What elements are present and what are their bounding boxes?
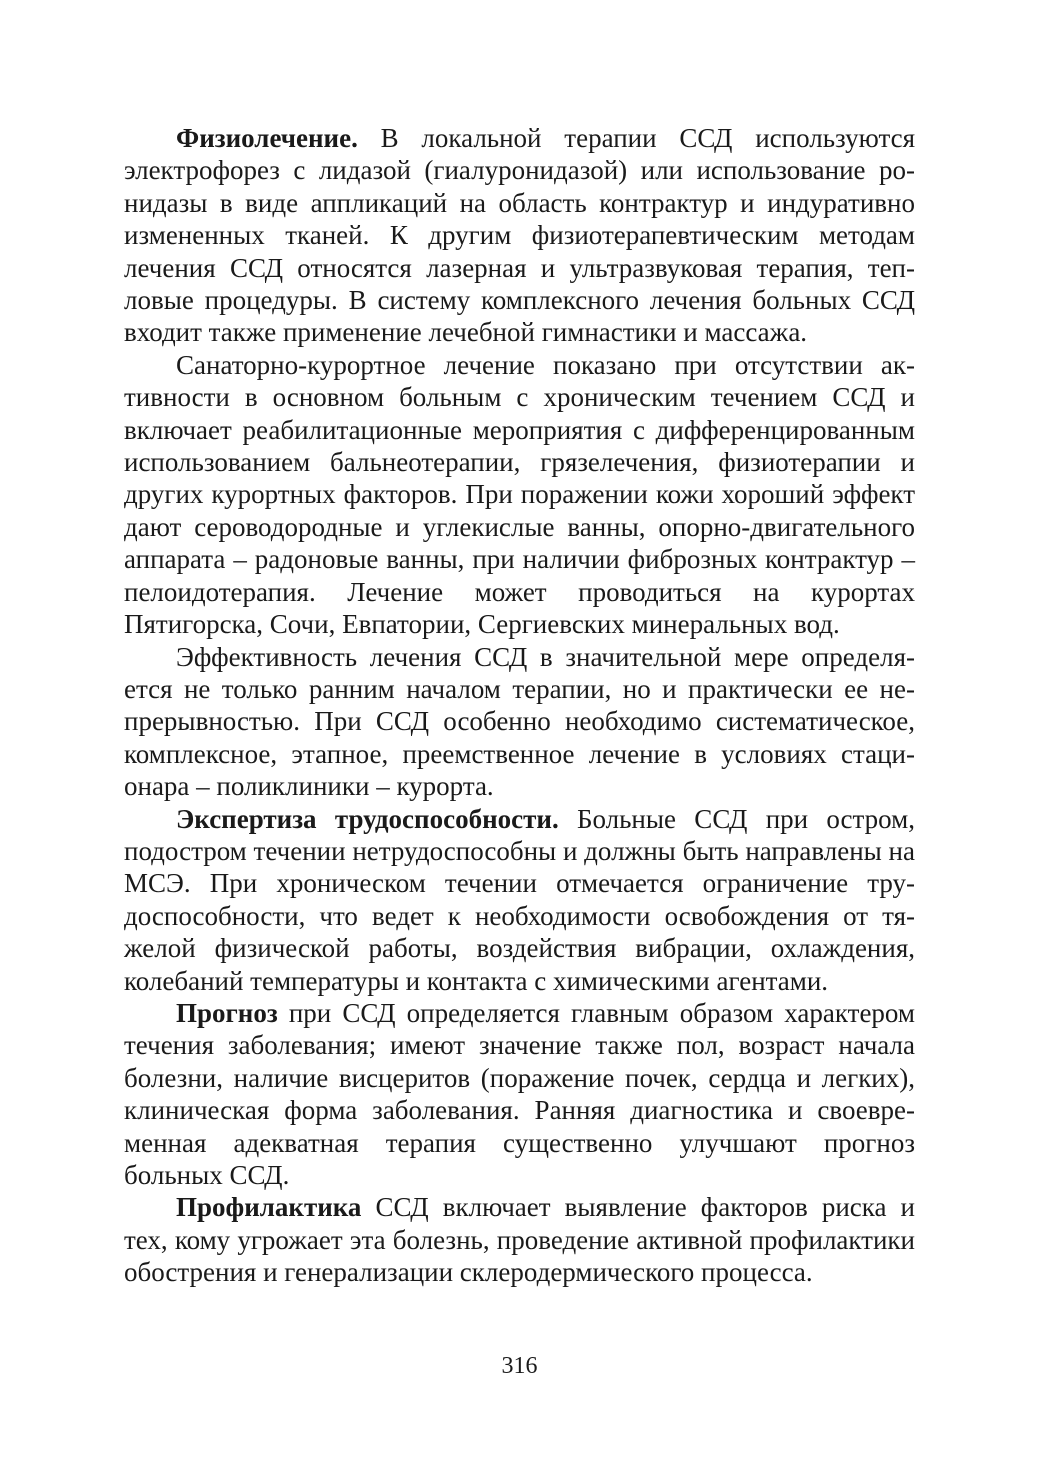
paragraph-text: ССД включает выявление факторов риска и тех, кому угрожает эта болезнь, проведение активной профилактики обострения и генерализации склеродермического процесса. [124, 1192, 915, 1288]
heading-physiotherapy: Физиолечение. [176, 123, 358, 153]
heading-work-capacity: Экспертиза трудоспособности. [176, 803, 559, 834]
page-number: 316 [501, 1353, 538, 1379]
paragraph-prognosis [124, 997, 915, 1191]
paragraph-text: при ССД определяется главным образом характером течения заболевания; имеют значение также пол, возраст начала болезни, наличие висцеритов (поражение почек, сердца и легких), клиническая форма заболевания. Ранняя диагностика и своевременная адекватная терапия существенно улучшают прогноз больных ССД. [124, 997, 915, 1190]
paragraph-text: Санаторно-курортное лечение показано при отсутствии активности в основном больным с хроническим течением ССД и включает реабилитационные мероприятия с дифференцированным использованием бальнеотерапии, грязелечения, физиотерапии и других курортных факторов. При поражении кожи хороший эффект дают сероводородные и углекислые ванны, опорно-двигательного аппарата – радоновые ванны, при наличии фиброзных контрактур – пелоидотерапия. Лечение может проводиться на курортах Пятигорска, Сочи, Евпатории, Сергиевских минеральных вод. [124, 349, 915, 640]
heading-prognosis: Прогноз [176, 997, 278, 1028]
heading-prevention: Профилактика [176, 1192, 362, 1223]
paragraph-physiotherapy [124, 122, 915, 349]
paragraph-effectiveness [124, 641, 915, 803]
paragraph-work-capacity [124, 803, 915, 997]
body-text [124, 122, 915, 1289]
paragraph-spa-treatment [124, 349, 915, 641]
paragraph-text: В локальной терапии ССД используются электрофорез с лидазой (гиалуронидазой) или использование ронидазы в виде аппликаций на область контрактур и индуративно измененных тканей. К другим физиотерапевтическим методам лечения ССД относятся лазерная и ультразвуковая терапия, тепловые процедуры. В систему комплексного лечения больных ССД входит также применение лечебной гимнастики и массажа. [124, 123, 915, 348]
paragraph-text: Больные ССД при остром, подостром течении нетрудоспособны и должны быть направлены на МСЭ. При хроническом течении отмечается ограничение трудоспособности, что ведет к необходимости освобождения от тяжелой физической работы, воздействия вибрации, охлаждения, колебаний температуры и контакта с химическими агентами. [124, 803, 915, 996]
paragraph-text: Эффективность лечения ССД в значительной мере определяется не только ранним началом терапии, но и практически ее непрерывностью. При ССД особенно необходимо систематическое, комплексное, этапное, преемственное лечение в условиях стационара – поликлиники – курорта. [124, 641, 915, 802]
paragraph-prevention [124, 1191, 915, 1288]
